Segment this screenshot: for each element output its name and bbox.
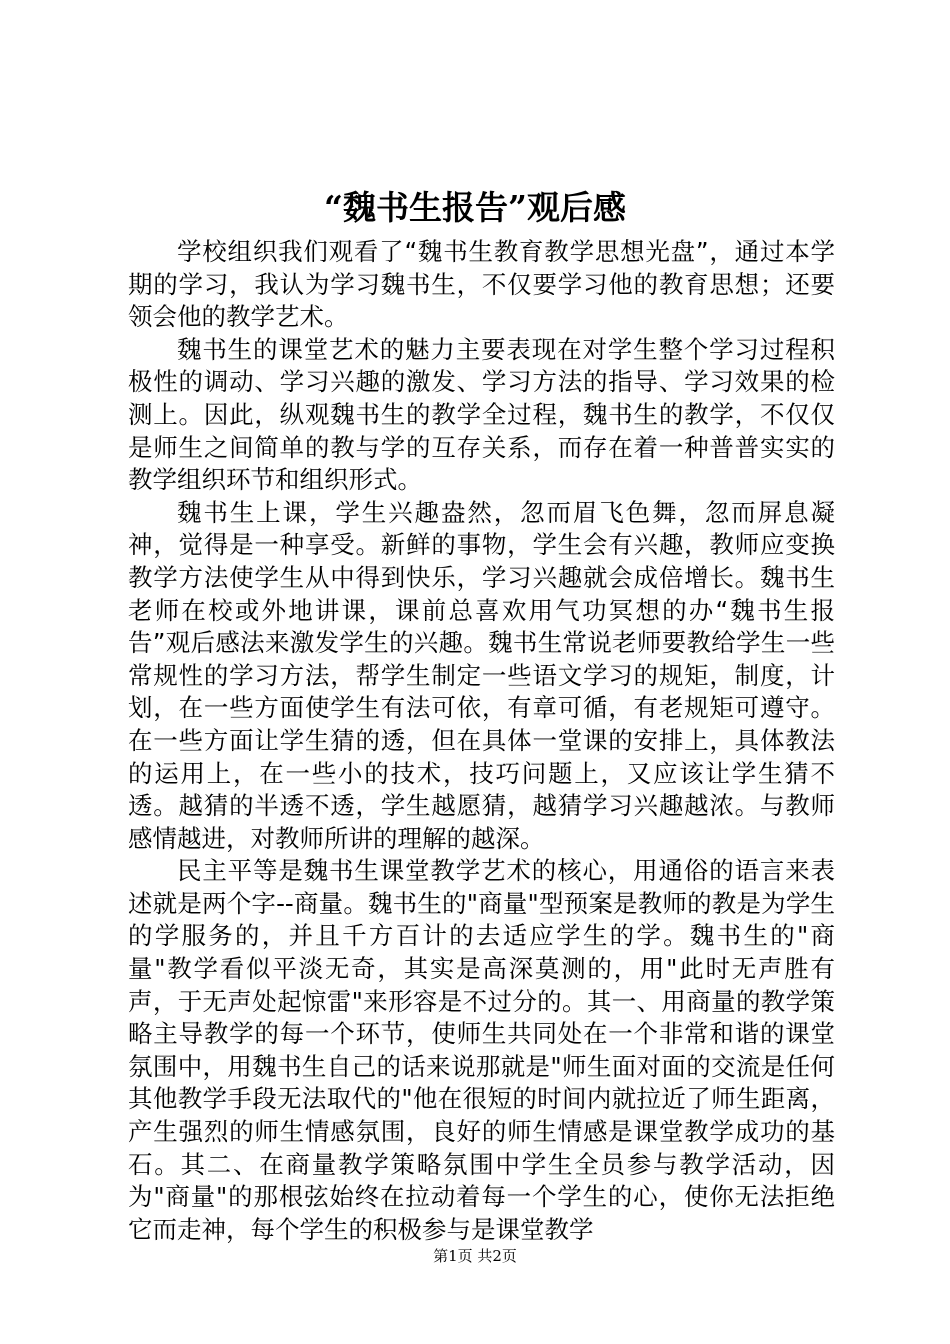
paragraph-1: 学校组织我们观看了“魏书生教育教学思想光盘”，通过本学期的学习，我认为学习魏书生，不仅要学习他的教育思想；还要领会他的教学艺术。 — [128, 237, 835, 332]
document-body — [128, 236, 835, 1246]
paragraph-3: 魏书生上课，学生兴趣盎然，忽而眉飞色舞，忽而屏息凝神，觉得是一种享受。新鲜的事物，学生会有兴趣，教师应变换教学方法使学生从中得到快乐，学习兴趣就会成倍增长。魏书生老师在校或外地讲课，课前总喜欢用气功冥想的办“魏书生报告”观后感法来激发学生的兴趣。魏书生常说老师要教给学生一些常规性的学习方法，帮学生制定一些语文学习的规矩，制度，计划，在一些方面使学生有法可依，有章可循，有老规矩可遵守。在一些方面让学生猜的透，但在具体一堂课的安排上，具体教法的运用上，在一些小的技术，技巧问题上，又应该让学生猜不透。越猜的半透不透，学生越愿猜，越猜学习兴趣越浓。与教师感情越进，对教师所讲的理解的越深。 — [128, 497, 835, 853]
document-title: “魏书生报告”观后感 — [324, 188, 626, 227]
paragraph-2: 魏书生的课堂艺术的魅力主要表现在对学生整个学习过程积极性的调动、学习兴趣的激发、学习方法的指导、学习效果的检测上。因此，纵观魏书生的教学全过程，魏书生的教学，不仅仅是师生之间简单的教与学的互存关系，而存在着一种普普实实的教学组织环节和组织形式。 — [128, 334, 835, 495]
page-number-footer: 第1页 共2页 — [433, 1247, 517, 1265]
paragraph-4: 民主平等是魏书生课堂教学艺术的核心，用通俗的语言来表述就是两个字--商量。魏书生的"商量"型预案是教师的教是为学生的学服务的，并且千方百计的去适应学生的学。魏书生的"商量"教学看似平淡无奇，其实是高深莫测的，用"此时无声胜有声，于无声处起惊雷"来形容是不过分的。其一、用商量的教学策略主导教学的每一个环节，使师生共同处在一个非常和谐的课堂氛围中，用魏书生自己的话来说那就是"师生面对面的交流是任何其他教学手段无法取代的"他在很短的时间内就拉近了师生距离，产生强烈的师生情感氛围，良好的师生情感是课堂教学成功的基石。其二、在商量教学策略氛围中学生全员参与教学活动，因为"商量"的那根弦始终在拉动着每一个学生的心，使你无法拒绝它而走神，每个学生的积极参与是课堂教学 — [128, 856, 835, 1244]
